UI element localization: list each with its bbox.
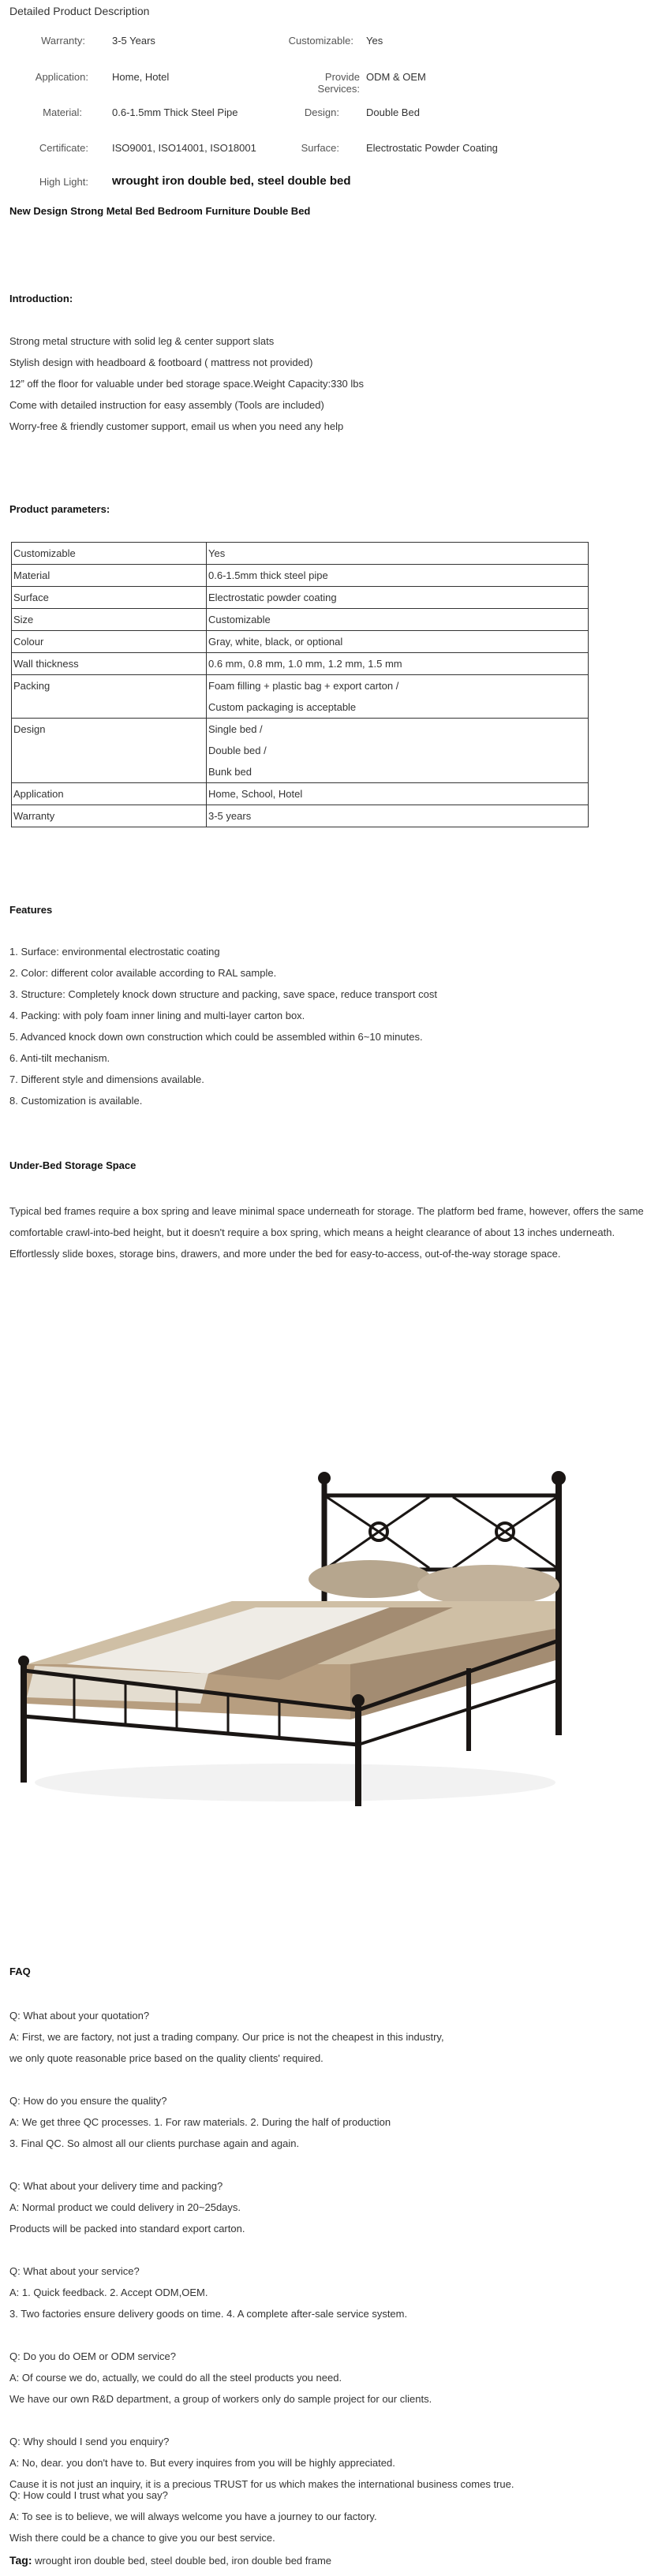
attribute-value: Double Bed: [366, 106, 420, 118]
table-row: [12, 719, 589, 783]
attribute-value: ODM & OEM: [366, 71, 426, 83]
parameter-value-line: Single bed /: [208, 723, 263, 735]
attribute-label: Customizable:: [288, 35, 353, 47]
parameter-value: Home, School, Hotel: [207, 783, 589, 805]
features-heading: Features: [9, 904, 53, 916]
faq-question: Q: Do you do OEM or ODM service?: [9, 2350, 176, 2362]
introduction-line: 12” off the floor for valuable under bed storage space.Weight Capacity:330 lbs: [9, 378, 365, 390]
faq-answer: A: Of course we do, actually, we could do all the steel products you need.: [9, 2372, 342, 2384]
pillow: [309, 1560, 432, 1598]
faq-answer: A: We get three QC processes. 1. For raw materials. 2. During the half of production: [9, 2116, 391, 2128]
attribute-value: ISO9001, ISO14001, ISO18001: [112, 142, 256, 154]
storage-paragraph: Typical bed frames require a box spring and leave minimal space underneath for storage. The platform bed frame, however, offers the same comfortable crawl-into-bed height, but it doesn't require a box spring, which means a height clearance of about 13 inches underneath. Effortlessly slide boxes, storage bins, drawers, and more under the bed for easy-to-access, out-of-the-way storage space.: [9, 1205, 644, 1260]
introduction-heading: Introduction:: [9, 293, 73, 304]
parameter-key: Size: [12, 609, 207, 631]
attribute-label: Certificate:: [39, 142, 88, 154]
faq-answer: 3. Final QC. So almost all our clients purchase again and again.: [9, 2137, 300, 2149]
faq-answer: We have our own R&D department, a group of workers only do sample project for our clients.: [9, 2393, 432, 2405]
parameter-value-line: Custom packaging is acceptable: [208, 701, 357, 713]
faq-answer: A: To see is to believe, we will always welcome you have a journey to our factory.: [9, 2511, 377, 2522]
parameter-value: 0.6-1.5mm thick steel pipe: [207, 565, 589, 587]
attribute-label: Warranty:: [41, 35, 85, 47]
introduction-line: Stylish design with headboard & footboard ( mattress not provided): [9, 357, 313, 368]
introduction-line: Strong metal structure with solid leg & center support slats: [9, 335, 275, 347]
parameter-key: Material: [12, 565, 207, 587]
attribute-label: Surface:: [301, 142, 339, 154]
introduction-line: Worry-free & friendly customer support, email us when you need any help: [9, 420, 344, 432]
table-row: [12, 675, 589, 719]
faq-item: [9, 2485, 377, 2548]
feature-line: 5. Advanced knock down own construction which could be assembled within 6~10 minutes.: [9, 1031, 423, 1043]
parameters-table: [11, 542, 589, 827]
faq-item: [9, 2346, 432, 2410]
parameter-value: Customizable: [207, 609, 589, 631]
parameter-key: Packing: [12, 675, 207, 719]
table-row: [12, 543, 589, 565]
metal-bed-image: [11, 1467, 589, 1814]
faq-answer: A: First, we are factory, not just a trading company. Our price is not the cheapest in this industry,: [9, 2031, 444, 2043]
feature-line: 4. Packing: with poly foam inner lining and multi-layer carton box.: [9, 1010, 305, 1021]
faq-question: Q: Why should I send you enquiry?: [9, 2436, 170, 2447]
parameter-value-line: Foam filling + plastic bag + export carton /: [208, 680, 399, 692]
feature-line: 2. Color: different color available according to RAL sample.: [9, 967, 277, 979]
attribute-label: Design:: [304, 106, 339, 118]
parameter-key: Colour: [12, 631, 207, 653]
attribute-row: [0, 142, 662, 158]
faq-answer: Wish there could be a chance to give you our best service.: [9, 2532, 275, 2544]
tag-link[interactable]: steel double bed: [150, 2555, 226, 2567]
parameter-key: Design: [12, 719, 207, 783]
tag-label: Tag:: [9, 2554, 32, 2567]
attribute-value: 3-5 Years: [112, 35, 155, 47]
introduction-line: Come with detailed instruction for easy assembly (Tools are included): [9, 399, 324, 411]
attribute-value: Yes: [366, 35, 383, 47]
parameter-value: Yes: [207, 543, 589, 565]
faq-answer: we only quote reasonable price based on the quality clients' required.: [9, 2052, 324, 2064]
tag-list: Tag: wrought iron double bed, steel double bed, iron double bed frame: [9, 2554, 332, 2567]
attribute-row: [0, 71, 662, 95]
tag-link[interactable]: wrought iron double bed: [35, 2555, 145, 2567]
parameter-key: Customizable: [12, 543, 207, 565]
faq-item: [9, 2090, 391, 2154]
attribute-row: [0, 35, 662, 50]
table-row: [12, 783, 589, 805]
highlight-label: High Light:: [39, 176, 88, 188]
faq-heading: FAQ: [9, 1966, 31, 1977]
feature-line: 7. Different style and dimensions available.: [9, 1073, 204, 1085]
tag-link[interactable]: iron double bed frame: [231, 2555, 332, 2567]
features-list: [9, 941, 437, 1111]
attribute-label: Material:: [43, 106, 82, 118]
parameter-value-line: Bunk bed: [208, 766, 252, 778]
table-row: [12, 653, 589, 675]
attribute-row: [0, 106, 662, 122]
faq-item: [9, 2175, 245, 2239]
parameter-value: Electrostatic powder coating: [207, 587, 589, 609]
faq-answer: A: No, dear. you don't have to. But every inquires from you will be highly appreciated.: [9, 2457, 395, 2469]
feature-line: 8. Customization is available.: [9, 1095, 143, 1107]
parameter-value: [207, 719, 589, 783]
table-row: [12, 805, 589, 827]
faq-item: [9, 2261, 407, 2324]
floor-shadow: [35, 1764, 555, 1801]
faq-question: Q: How do you ensure the quality?: [9, 2095, 167, 2107]
parameters-heading: Product parameters:: [9, 503, 110, 515]
detailed-description-title: Detailed Product Description: [9, 5, 150, 17]
parameter-key: Warranty: [12, 805, 207, 827]
faq-item: [9, 2005, 444, 2069]
attribute-label: Provide Services:: [317, 71, 360, 95]
parameter-value: 3-5 years: [207, 805, 589, 827]
table-row: [12, 587, 589, 609]
parameter-value: [207, 675, 589, 719]
faq-answer: Products will be packed into standard export carton.: [9, 2223, 245, 2234]
attribute-value: Electrostatic Powder Coating: [366, 142, 498, 154]
table-row: [12, 631, 589, 653]
faq-question: Q: How could I trust what you say?: [9, 2489, 168, 2501]
highlight-value[interactable]: wrought iron double bed, steel double bed: [112, 174, 351, 188]
faq-question: Q: What about your service?: [9, 2265, 140, 2277]
faq-answer: A: Normal product we could delivery in 20~25days.: [9, 2201, 241, 2213]
parameter-key: Wall thickness: [12, 653, 207, 675]
parameter-value: 0.6 mm, 0.8 mm, 1.0 mm, 1.2 mm, 1.5 mm: [207, 653, 589, 675]
table-row: [12, 565, 589, 587]
feature-line: 3. Structure: Completely knock down structure and packing, save space, reduce transport cost: [9, 988, 437, 1000]
faq-answer: 3. Two factories ensure delivery goods on time. 4. A complete after-sale service system.: [9, 2308, 408, 2320]
faq-answer: Cause it is not just an inquiry, it is a precious TRUST for us which makes the international business comes true.: [9, 2478, 514, 2490]
attribute-label: Application:: [35, 71, 88, 83]
feature-line: 1. Surface: environmental electrostatic coating: [9, 946, 220, 958]
parameter-value: Gray, white, black, or optional: [207, 631, 589, 653]
faq-answer: A: 1. Quick feedback. 2. Accept ODM,OEM.: [9, 2287, 208, 2298]
introduction-list: [9, 330, 364, 437]
parameter-key: Application: [12, 783, 207, 805]
faq-question: Q: What about your quotation?: [9, 2010, 150, 2022]
attribute-value: 0.6-1.5mm Thick Steel Pipe: [112, 106, 238, 118]
highlight-row: [0, 176, 662, 192]
parameter-value-line: Double bed /: [208, 745, 267, 756]
faq-question: Q: What about your delivery time and packing?: [9, 2180, 223, 2192]
attribute-value: Home, Hotel: [112, 71, 170, 83]
pillow: [417, 1565, 559, 1606]
parameter-key: Surface: [12, 587, 207, 609]
storage-heading: Under-Bed Storage Space: [9, 1159, 137, 1171]
feature-line: 6. Anti-tilt mechanism.: [9, 1052, 110, 1064]
product-headline: New Design Strong Metal Bed Bedroom Furniture Double Bed: [9, 205, 311, 217]
table-row: [12, 609, 589, 631]
